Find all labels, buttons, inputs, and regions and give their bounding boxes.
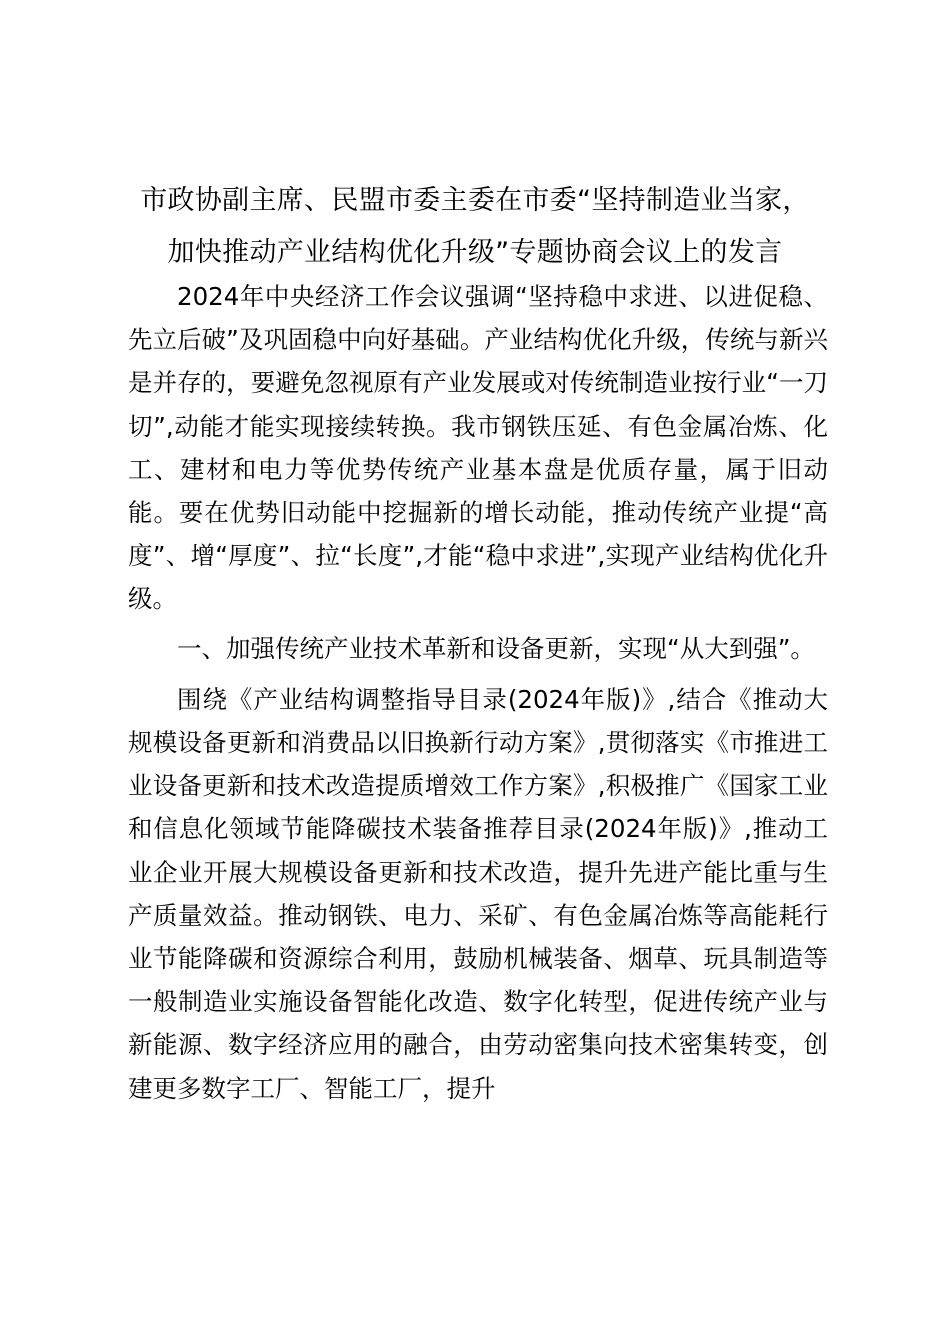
title-line-2: 加快推动产业结构优化升级”专题协商会议上的发言 <box>167 237 783 268</box>
section-heading-1: 一、加强传统产业技术革新和设备更新，实现“从大到强”。 <box>177 633 815 663</box>
document-body <box>128 275 828 1110</box>
document-title <box>100 175 850 279</box>
section-1-paragraph: 围绕《产业结构调整指导目录(2024年版)》,结合《推动大规模设备更新和消费品以旧换新行动方案》,贯彻落实《市推进工业设备更新和技术改造提质增效工作方案》,积极推广《国家工业和信息化领域节能降碳技术装备推荐目录(2024年版)》,推动工业企业开展大规模设备更新和技术改造，提升先进产能比重与生产质量效益。推动钢铁、电力、采矿、有色金属冶炼等高能耗行业节能降碳和资源综合利用，鼓励机械装备、烟草、玩具制造等一般制造业实施设备智能化改造、数字化转型，促进传统产业与新能源、数字经济应用的融合，由劳动密集向技术密集转变，创建更多数字工厂、智能工厂，提升 <box>128 684 828 1103</box>
title-line-1: 市政协副主席、民盟市委主委在市委“坚持制造业当家， <box>140 185 810 216</box>
intro-paragraph: 2024年中央经济工作会议强调“坚持稳中求进、以进促稳、先立后破”及巩固稳中向好基础。产业结构优化升级，传统与新兴是并存的，要避免忽视原有产业发展或对传统制造业按行业“一刀切”,动能才能实现接续转换。我市钢铁压延、有色金属冶炼、化工、建材和电力等优势传统产业基本盘是优质存量，属于旧动能。要在优势旧动能中挖掘新的增长动能，推动传统产业提“高度”、增“厚度”、拉“长度”,才能“稳中求进”,实现产业结构优化升级。 <box>128 282 828 614</box>
